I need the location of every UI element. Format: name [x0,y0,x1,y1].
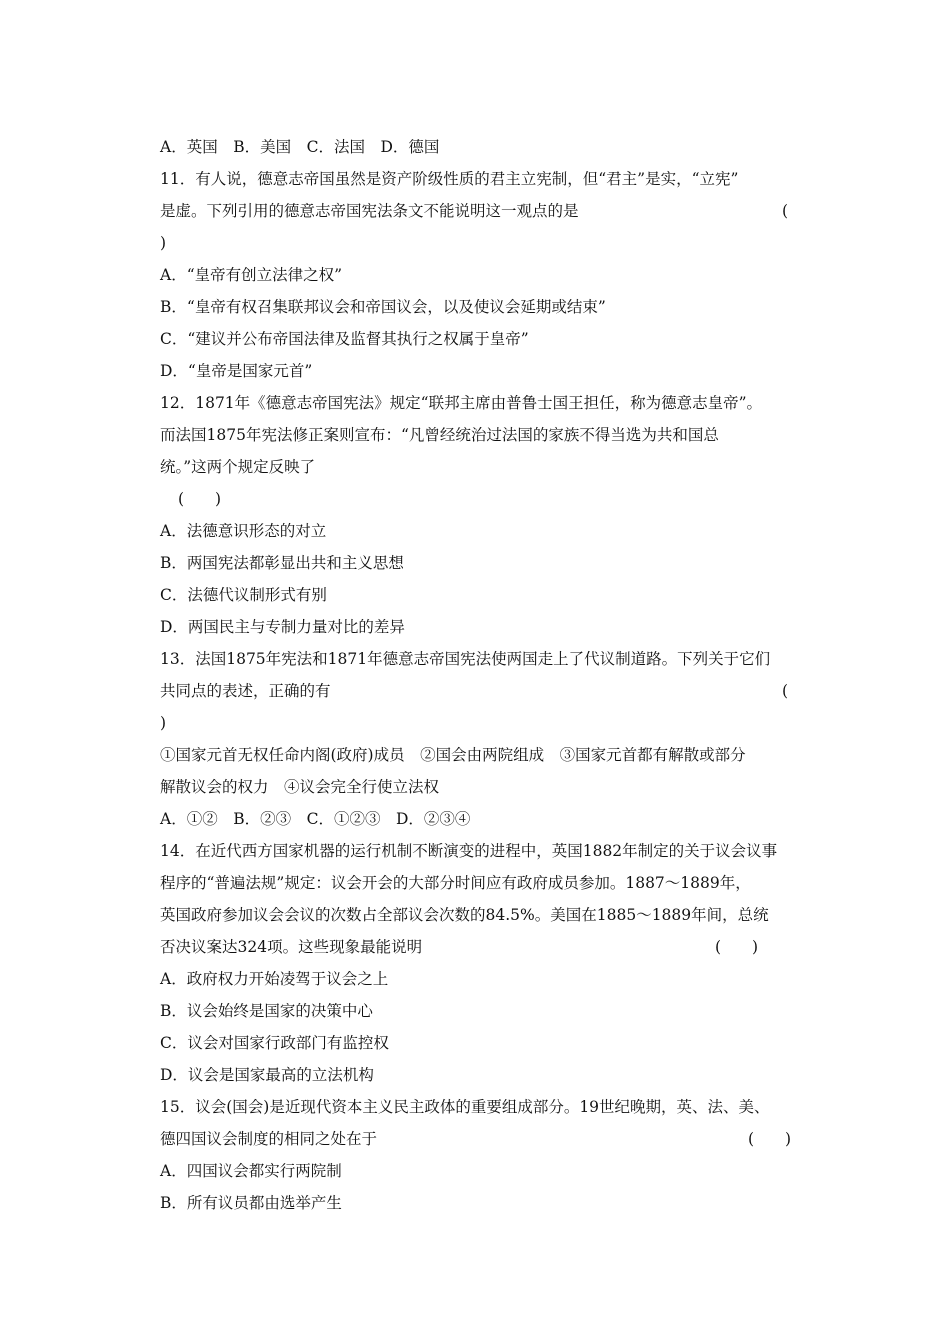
q14-stem-line2: 程序的“普遍法规”规定：议会开会的大部分时间应有政府成员参加。1887～1889年， [160,874,751,892]
q15-option-a: A．四国议会都实行两院制 [160,1162,342,1180]
q13-statements-line1: ①国家元首无权任命内阁(政府)成员 ②国会由两院组成 ③国家元首都有解散或部分 [160,746,746,764]
q12-stem-line1: 12．1871年《德意志帝国宪法》规定“联邦主席由普鲁士国王担任，称为德意志皇帝”。 [160,394,763,412]
q12-option-c: C．法德代议制形式有别 [160,586,327,604]
q12-option-a: A．法德意识形态的对立 [160,522,327,540]
q14-option-c: C．议会对国家行政部门有监控权 [160,1034,389,1052]
q14-answer-paren: ( ) [715,938,759,956]
q14-stem-line1: 14．在近代西方国家机器的运行机制不断演变的进程中，英国1882年制定的关于议会议事 [160,842,778,860]
q13-answer-paren-open: ( [782,682,789,700]
q11-stem-line2: 是虚。下列引用的德意志帝国宪法条文不能说明这一观点的是 [160,202,579,220]
q10-options: A．英国 B．美国 C．法国 D．德国 [160,138,440,156]
q13-options: A．①② B．②③ C．①②③ D．②③④ [160,810,471,828]
q11-answer-paren-open: ( [782,202,789,220]
q13-answer-paren-close: ) [160,714,167,732]
q14-option-a: A．政府权力开始凌驾于议会之上 [160,970,389,988]
q13-statements-line2: 解散议会的权力 ④议会完全行使立法权 [160,778,440,796]
q11-option-c: C．“建议并公布帝国法律及监督其执行之权属于皇帝” [160,330,529,348]
q11-option-a: A．“皇帝有创立法律之权” [160,266,343,284]
q13-stem-line1: 13．法国1875年宪法和1871年德意志帝国宪法使两国走上了代议制道路。下列关于它们 [160,650,771,668]
q13-stem-line2: 共同点的表述，正确的有 [160,682,331,700]
q12-option-d: D．两国民主与专制力量对比的差异 [160,618,405,636]
q14-stem-line4: 否决议案达324项。这些现象最能说明 [160,938,423,956]
q15-answer-paren: ( ) [748,1130,792,1148]
q14-option-d: D．议会是国家最高的立法机构 [160,1066,374,1084]
q15-stem-line1: 15．议会(国会)是近现代资本主义民主政体的重要组成部分。19世纪晚期，英、法、美、 [160,1098,770,1116]
q11-answer-paren-close: ) [160,234,167,252]
q12-stem-line2: 而法国1875年宪法修正案则宣布：“凡曾经统治过法国的家族不得当选为共和国总 [160,426,719,444]
q14-option-b: B．议会始终是国家的决策中心 [160,1002,373,1020]
q12-answer-paren: ( ) [178,490,222,508]
q15-option-b: B．所有议员都由选举产生 [160,1194,342,1212]
q12-option-b: B．两国宪法都彰显出共和主义思想 [160,554,404,572]
q11-option-b: B．“皇帝有权召集联邦议会和帝国议会，以及使议会延期或结束” [160,298,606,316]
q11-stem-line1: 11．有人说，德意志帝国虽然是资产阶级性质的君主立宪制，但“君主”是实，“立宪” [160,170,739,188]
q14-stem-line3: 英国政府参加议会会议的次数占全部议会次数的84.5%。美国在1885～1889年间，总统 [160,906,769,924]
q12-stem-line3: 统。”这两个规定反映了 [160,458,316,476]
q15-stem-line2: 德四国议会制度的相同之处在于 [160,1130,378,1148]
q11-option-d: D．“皇帝是国家元首” [160,362,313,380]
